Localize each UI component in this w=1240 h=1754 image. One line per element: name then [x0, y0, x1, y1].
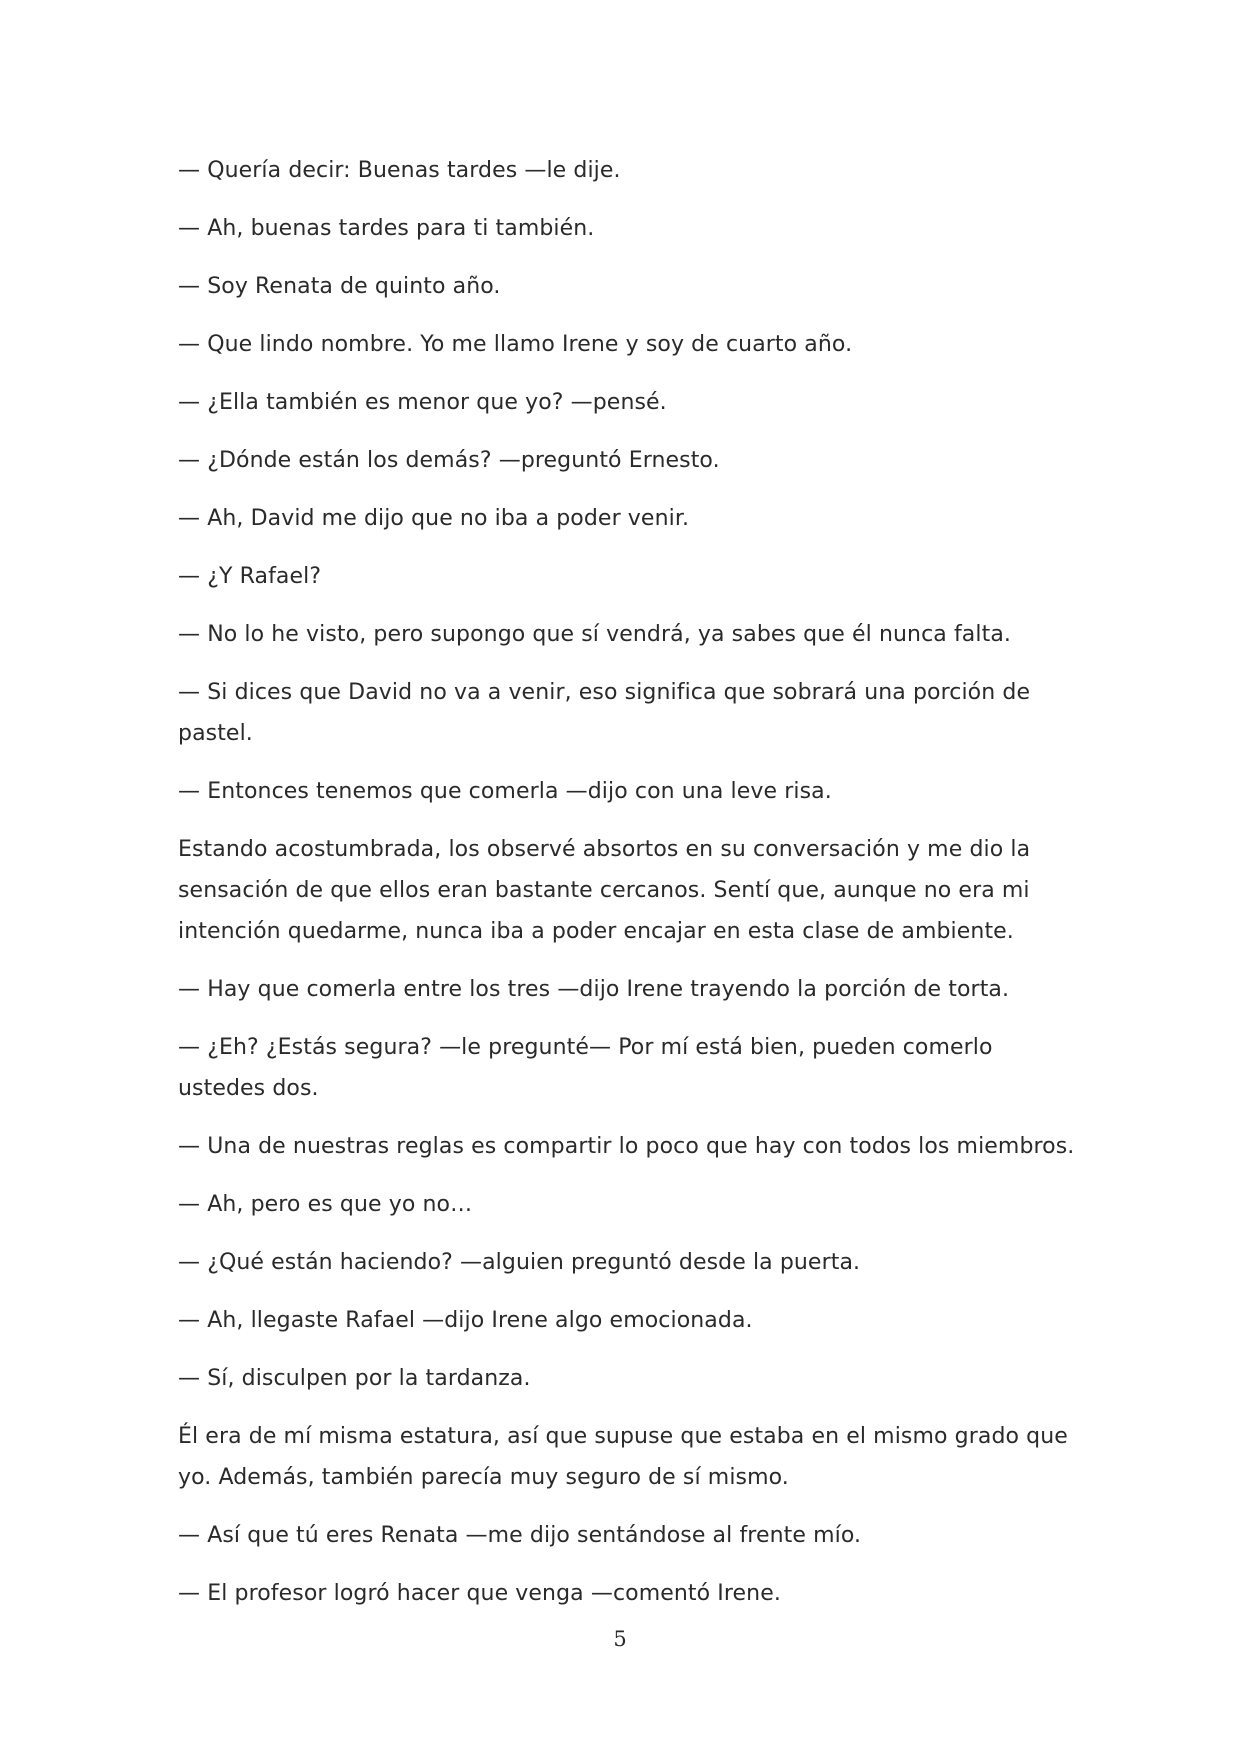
paragraph: — Hay que comerla entre los tres —dijo Irene trayendo la porción de torta.: [178, 977, 1010, 1002]
paragraph: — Así que tú eres Renata —me dijo sentándose al frente mío.: [178, 1523, 862, 1548]
paragraph: — ¿Dónde están los demás? —preguntó Ernesto.: [178, 448, 720, 473]
paragraph: — No lo he visto, pero supongo que sí vendrá, ya sabes que él nunca falta.: [178, 622, 1012, 647]
paragraph: — Quería decir: Buenas tardes —le dije.: [178, 158, 621, 183]
paragraph: — Sí, disculpen por la tardanza.: [178, 1366, 531, 1391]
page-number: 5: [613, 1627, 627, 1651]
document-body: [178, 150, 1078, 1631]
paragraph: — ¿Ella también es menor que yo? —pensé.: [178, 390, 667, 415]
paragraph: — Ah, buenas tardes para ti también.: [178, 216, 595, 241]
paragraph: — Ah, pero es que yo no…: [178, 1192, 473, 1217]
paragraph: — ¿Y Rafael?: [178, 564, 322, 589]
paragraph: — Entonces tenemos que comerla —dijo con una leve risa.: [178, 779, 832, 804]
paragraph: — Una de nuestras reglas es compartir lo poco que hay con todos los miembros.: [178, 1134, 1075, 1159]
paragraph: — Si dices que David no va a venir, eso significa que sobrará una porción de pastel.: [178, 680, 1031, 746]
paragraph: — Soy Renata de quinto año.: [178, 274, 501, 299]
paragraph: — ¿Qué están haciendo? —alguien preguntó desde la puerta.: [178, 1250, 861, 1275]
paragraph: — ¿Eh? ¿Estás segura? —le pregunté— Por mí está bien, pueden comerlo ustedes dos.: [178, 1035, 993, 1101]
paragraph: — Ah, David me dijo que no iba a poder venir.: [178, 506, 690, 531]
paragraph: Él era de mí misma estatura, así que supuse que estaba en el mismo grado que yo. Además, también parecía muy seguro de sí mismo.: [178, 1424, 1068, 1490]
paragraph: — El profesor logró hacer que venga —comentó Irene.: [178, 1581, 781, 1606]
paragraph: Estando acostumbrada, los observé absortos en su conversación y me dio la sensación de que ellos eran bastante cercanos. Sentí que, aunque no era mi intención quedarme, nunca iba a poder encajar en esta clase de ambiente.: [178, 837, 1031, 944]
paragraph: — Ah, llegaste Rafael —dijo Irene algo emocionada.: [178, 1308, 753, 1333]
paragraph: — Que lindo nombre. Yo me llamo Irene y soy de cuarto año.: [178, 332, 853, 357]
